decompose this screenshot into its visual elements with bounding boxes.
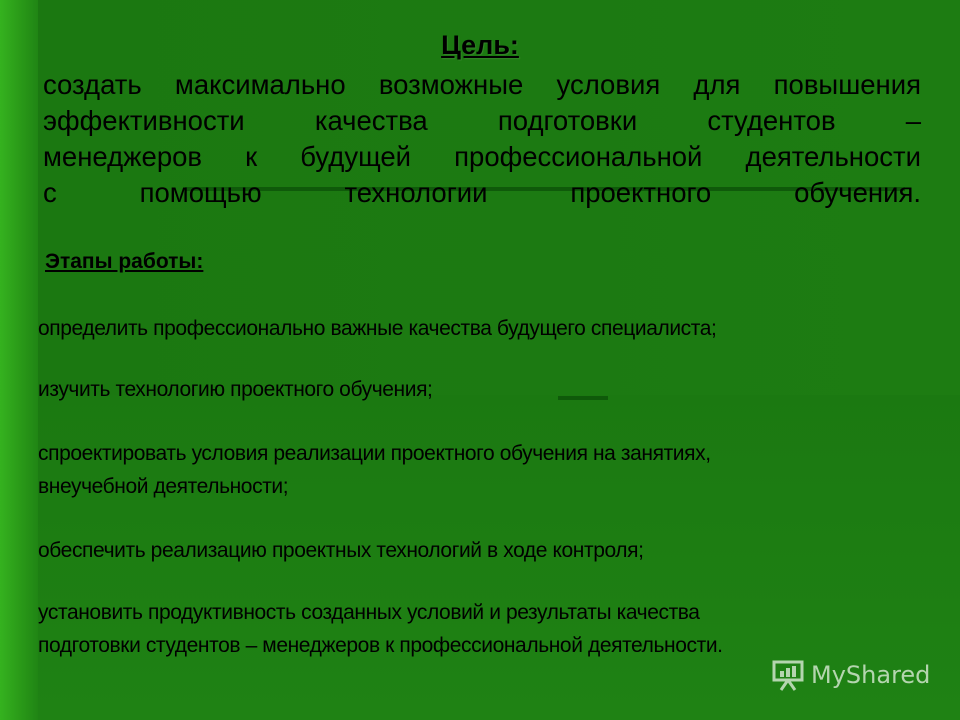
stage-item <box>38 373 948 406</box>
stage-item <box>38 437 948 503</box>
goal-line: создать максимально возможные условия для повышения <box>43 69 921 100</box>
goal-line: с помощью технологии проектного обучения. <box>43 177 921 208</box>
stage-line: спроектировать условия реализации проектного обучения на занятиях, <box>38 442 711 465</box>
stage-line: установить продуктивность созданных условий и результаты качества <box>38 601 700 624</box>
stage-line: внеучебной деятельности; <box>38 475 289 498</box>
watermark-brand: MyShared <box>811 661 931 689</box>
goal-text <box>43 67 921 211</box>
goal-line: эффективности качества подготовки студентов – <box>43 105 921 136</box>
stage-item <box>38 312 948 345</box>
stages-title: Этапы работы: <box>45 250 204 273</box>
goal-line: менеджеров к будущей профессиональной деятельности <box>43 141 921 172</box>
stage-line: обеспечить реализацию проектных технологий в ходе контроля; <box>38 539 644 562</box>
stage-line: изучить технологию проектного обучения; <box>38 378 433 401</box>
watermark <box>771 655 930 695</box>
stage-item <box>38 596 948 662</box>
stage-item <box>38 534 948 567</box>
goal-heading: Цель: <box>441 30 519 60</box>
presentation-board-icon <box>771 658 805 692</box>
stage-line: определить профессионально важные качества будущего специалиста; <box>38 317 717 340</box>
stage-line: подготовки студентов – менеджеров к профессиональной деятельности. <box>38 634 723 657</box>
